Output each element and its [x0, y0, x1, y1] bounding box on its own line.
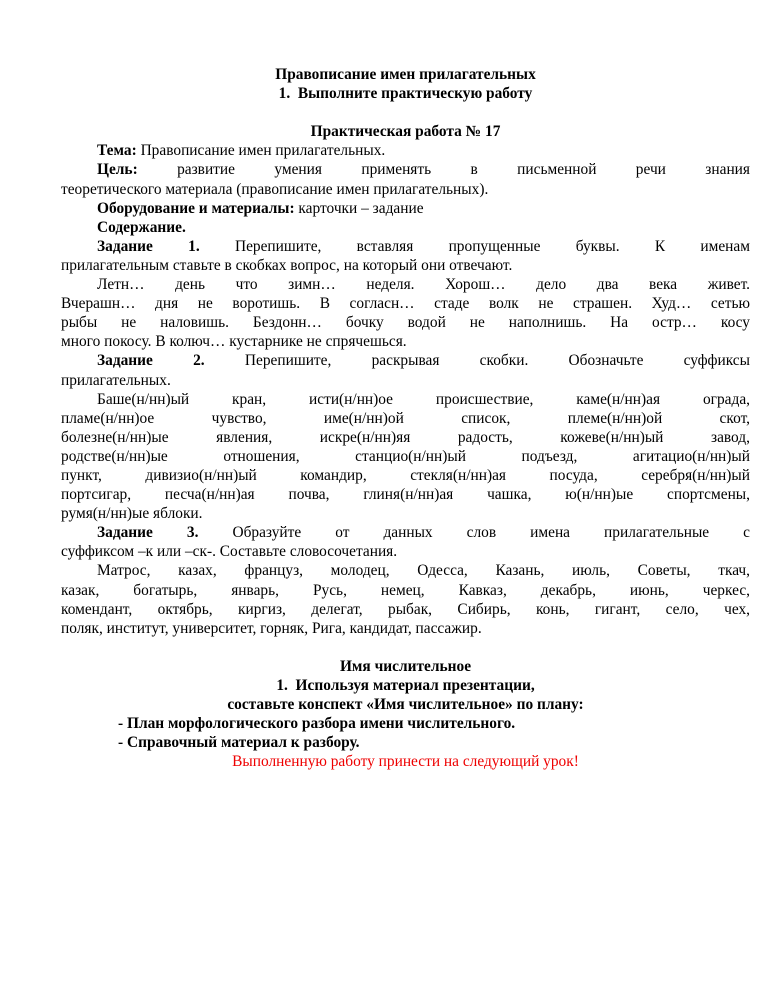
- doc-title: Правописание имен прилагательных: [275, 66, 536, 83]
- task-1-body-line-4: много покосу. В колюч… кустарнике не спрячешься.: [61, 333, 407, 351]
- goal-label: Цель:: [97, 161, 138, 179]
- task-3-body-line-4: поляк, институт, университет, горняк, Рига, кандидат, пассажир.: [61, 619, 482, 637]
- theme-line: [61, 141, 750, 160]
- task-3-text: Образуйте от данных слов имена прилагательные с: [198, 524, 750, 542]
- task-3-label: Задание 3.: [97, 524, 199, 542]
- equipment-text: карточки – задание: [294, 199, 424, 217]
- task-3-body-line-3: комендант, октябрь, киргиз, делегат, рыбак, Сибирь, конь, гигант, село, чех,: [61, 600, 750, 618]
- task-1-heading-line: [61, 237, 750, 256]
- practical-work-title: Практическая работа № 17: [310, 123, 501, 141]
- task-2-body-line-1: Баше(н/нн)ый кран, исти(н/нн)ое происшествие, каме(н/нн)ая ограда,: [97, 390, 750, 408]
- equipment-label: Оборудование и материалы:: [97, 199, 295, 217]
- equipment-line: [61, 199, 750, 218]
- spacer-line-2: [61, 638, 750, 657]
- task-3-body-line-2: казак, богатырь, январь, Русь, немец, Кавказ, декабрь, июнь, черкес,: [61, 581, 750, 599]
- task-2-label: Задание 2.: [97, 352, 205, 370]
- task-3-heading-line-2: суффиксом –к или –ск-. Составьте словосочетания.: [61, 543, 398, 561]
- goal-text: развитие умения применять в письменной речи знания: [137, 161, 750, 179]
- task-2-heading-line: [61, 351, 750, 370]
- theme-text: Правописание имен прилагательных.: [136, 142, 386, 160]
- numeral-task-line-1: 1. Используя материал презентации,: [276, 677, 535, 694]
- task-1-body-line-3: рыбы не наловишь. Бездонн… бочку водой не наполнишь. На остр… косу: [61, 314, 750, 332]
- task-2-body-line-6: портсигар, песча(н/нн)ая почва, глиня(н/нн)ая чашка, ю(н/нн)ые спортсмены,: [61, 486, 750, 504]
- doc-subtitle-numbered: 1. Выполните практическую работу: [278, 85, 533, 103]
- task-1-heading-line-2: прилагательным ставьте в скобках вопрос, на который они отвечают.: [61, 256, 513, 274]
- task-3-body-line-1: Матрос, казах, француз, молодец, Одесса, Казань, июль, Советы, ткач,: [97, 562, 750, 580]
- goal-line-2: теоретического материала (правописание имен прилагательных).: [61, 180, 489, 198]
- spacer-line: [61, 103, 750, 122]
- task-1-text: Перепишите, вставляя пропущенные буквы. К именам: [199, 237, 750, 255]
- task-2-body-line-5: пункт, дивизио(н/нн)ый командир, стекля(н/нн)ая посуда, серебря(н/нн)ый: [61, 466, 750, 484]
- task-2-body-line-2: пламе(н/нн)ое чувство, име(н/нн)ой список, племе(н/нн)ой скот,: [61, 409, 750, 427]
- theme-label: Тема:: [97, 142, 137, 160]
- task-2-body-line-7: румя(н/нн)ые яблоки.: [61, 505, 203, 523]
- plan-item-1: - План морфологического разбора имени числительного.: [118, 715, 516, 733]
- task-1-label: Задание 1.: [97, 237, 200, 255]
- plan-item-2: - Справочный материал к разбору.: [118, 734, 360, 752]
- numeral-section-title: Имя числительное: [339, 657, 472, 675]
- task-1-body-line-2: Вчерашн… дня не воротишь. В согласн… стаде волк не страшен. Худ… сетью: [61, 295, 750, 313]
- task-3-heading-line: [61, 523, 750, 542]
- task-1-body-line-1: Летн… день что зимн… неделя. Хорош… дело два века живет.: [97, 276, 750, 294]
- goal-line-1: [61, 160, 750, 179]
- numeral-task-line-2: составьте конспект «Имя числительное» по плану:: [227, 696, 584, 714]
- task-2-body-line-3: болезне(н/нн)ые явления, искре(н/нн)яя радость, кожеве(н/нн)ый завод,: [61, 428, 750, 446]
- task-2-heading-line-2: прилагательных.: [61, 371, 171, 389]
- task-2-body-line-4: родстве(н/нн)ые отношения, станцио(н/нн)ый подъезд, агитацио(н/нн)ый: [61, 447, 750, 465]
- task-2-text: Перепишите, раскрывая скобки. Обозначьте суффиксы: [204, 352, 750, 370]
- homework-reminder: Выполненную работу принести на следующий урок!: [232, 753, 579, 771]
- contents-label: Содержание.: [97, 218, 186, 236]
- contents-line: [61, 218, 750, 237]
